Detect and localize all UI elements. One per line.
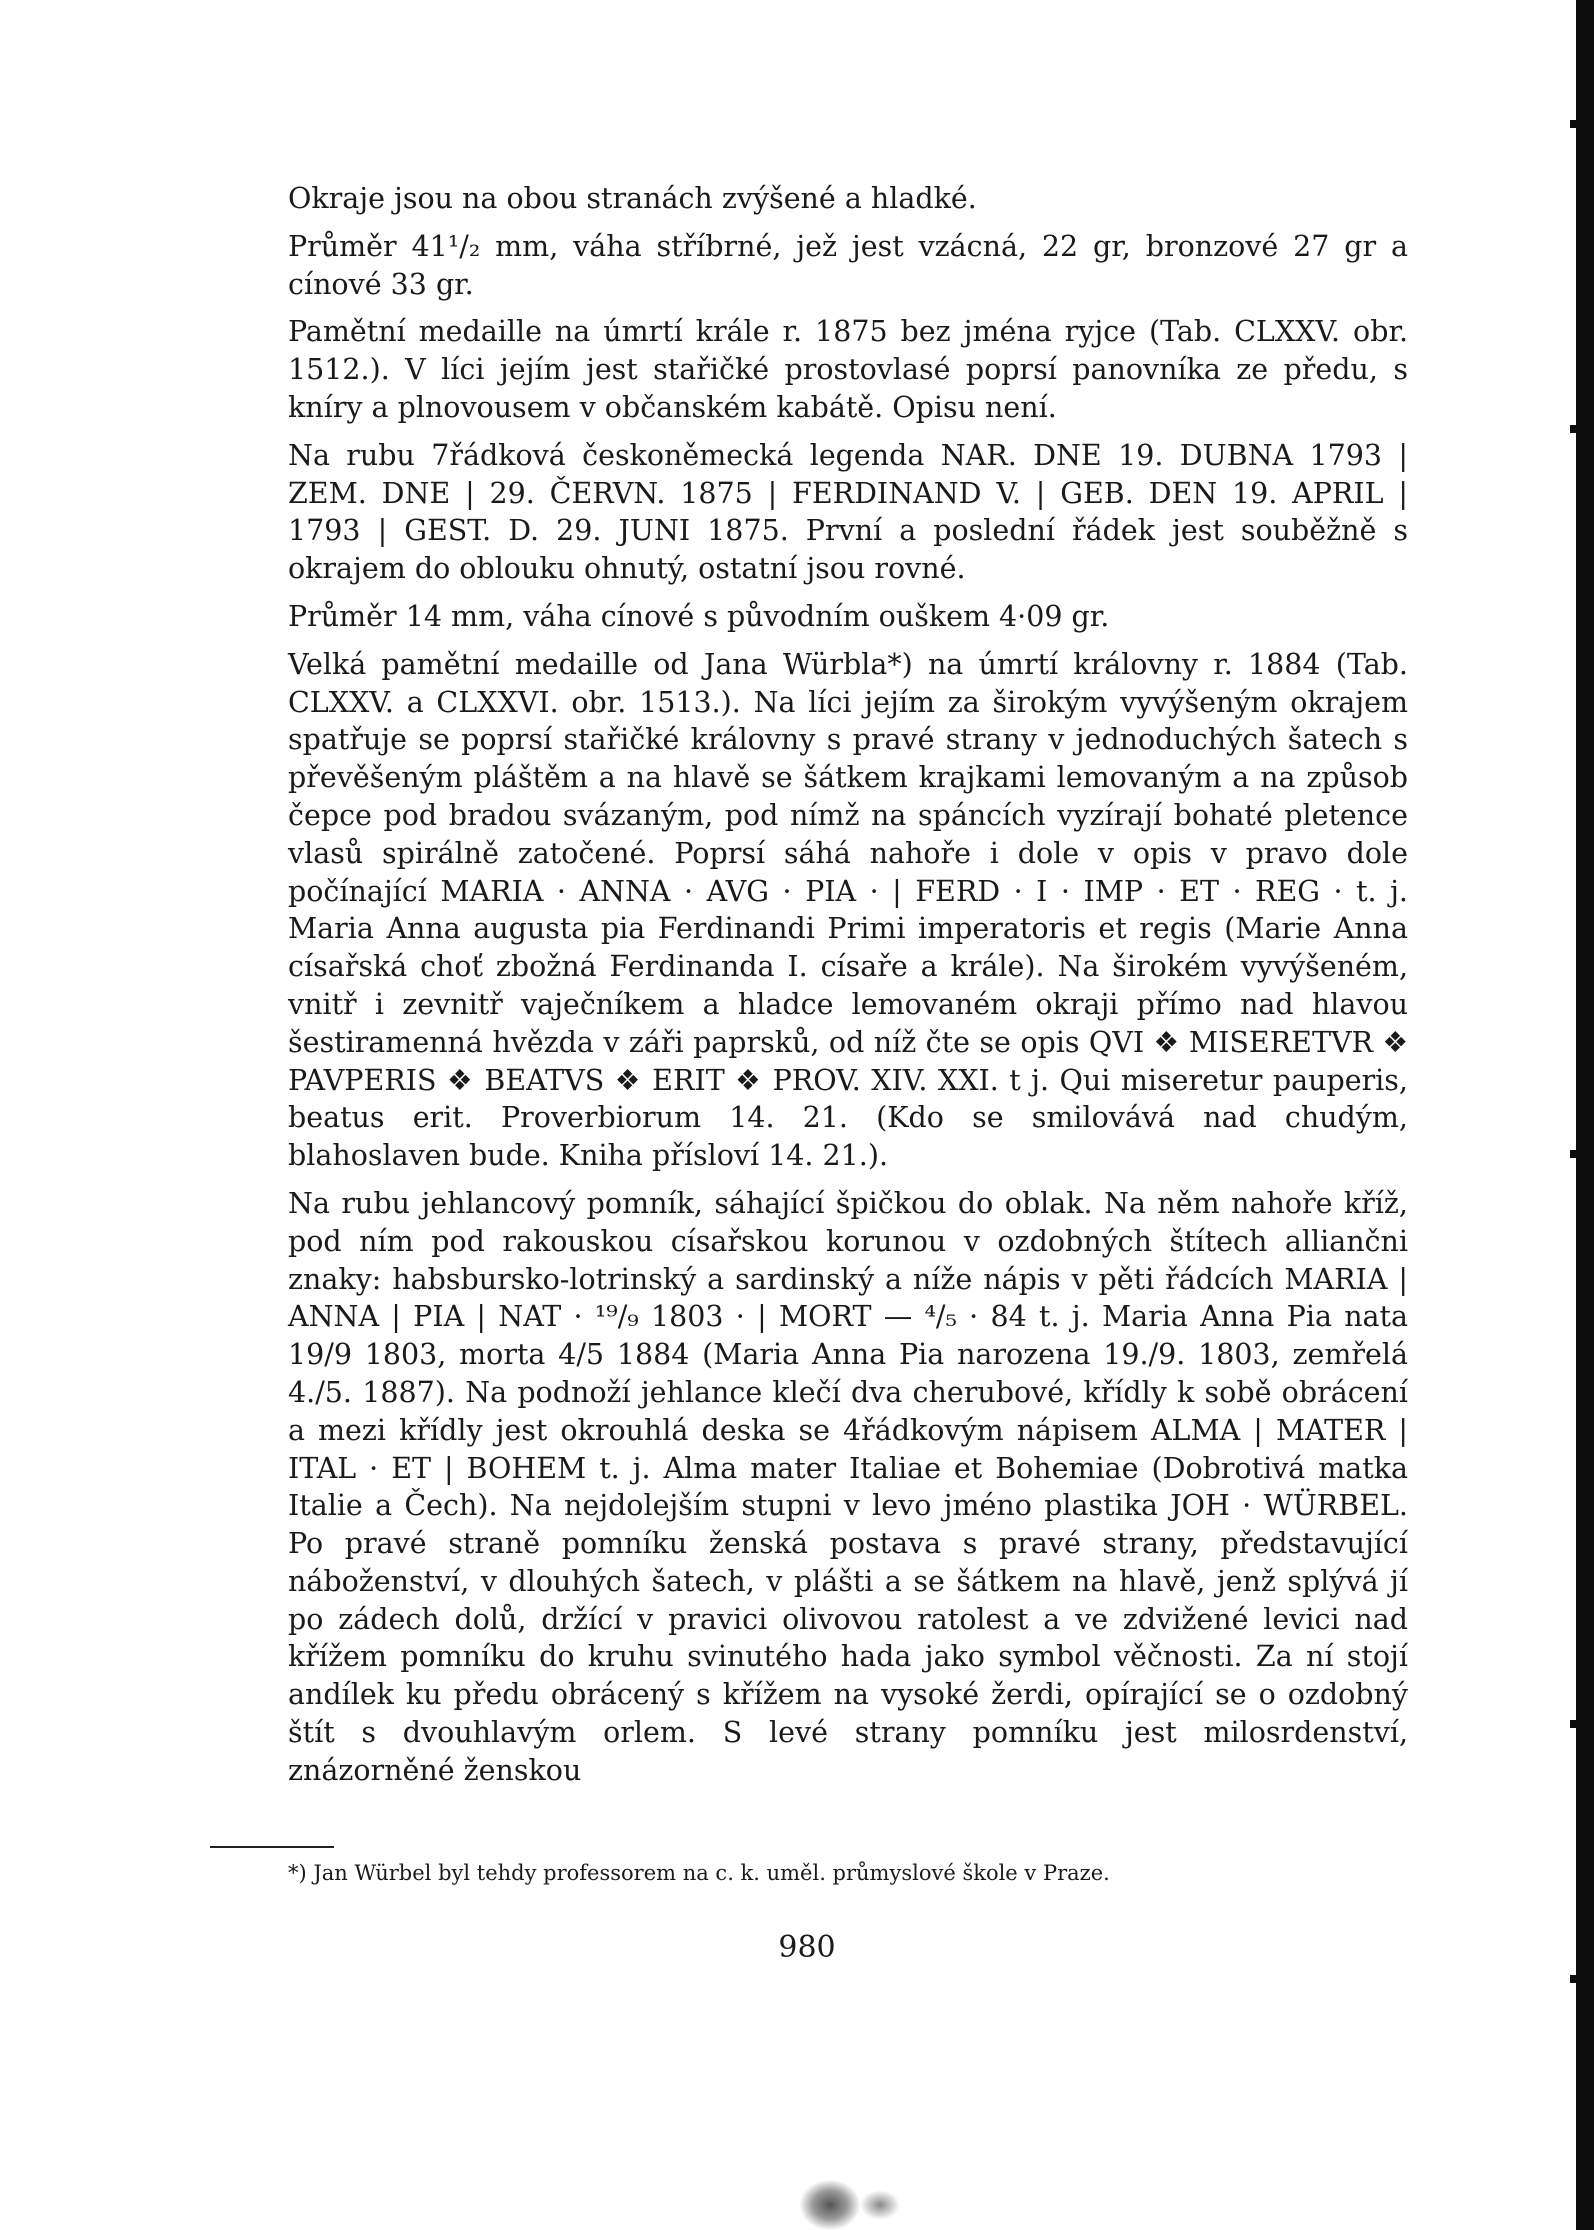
page-edge-shadow	[1576, 0, 1594, 2230]
body-text	[288, 180, 1408, 1800]
edge-notch	[1570, 425, 1580, 433]
edge-notch	[1570, 120, 1580, 128]
edge-notch	[1570, 1150, 1580, 1158]
footnote-divider	[210, 1846, 334, 1848]
paragraph-edges: Okraje jsou na obou stranách zvýšené a hladké.	[288, 182, 977, 215]
paragraph-reverse-legend: Na rubu 7řádková českoněmecká legenda NAR. DNE 19. DUBNA 1793 | ZEM. DNE | 29. ČERVN. 1875 | FERDINAND V. | GEB. DEN 19. APRIL | 1793 | GEST. D. 29. JUNI 1875. První a poslední řádek jest souběžně s okrajem do oblouku ohnutý, ostatní jsou rovné.	[288, 438, 1408, 586]
paragraph-reverse-monument: Na rubu jehlancový pomník, sáhající špičkou do oblak. Na něm nahoře kříž, pod ním pod rakouskou císařskou korunou v ozdobných štítech alliančni znaky: habsbursko-lotrinský a sardinský a níže nápis v pěti řádcích MARIA | ANNA | PIA | NAT · ¹⁹/₉ 1803 · | MORT — ⁴/₅ · 84 t. j. Maria Anna Pia nata 19/9 1803, morta 4/5 1884 (Maria Anna Pia narozena 19./9. 1803, zemřelá 4./5. 1887). Na podnoží jehlance klečí dva cherubové, křídly k sobě obrácení a mezi křídly jest okrouhlá deska se 4řádkovým nápisem ALMA | MATER | ITAL · ET | BOHEM t. j. Alma mater Italiae et Bohemiae (Dobrotivá matka Italie a Čech). Na nejdolejším stupni v levo jméno plastika JOH · WÜRBEL. Po pravé straně pomníku ženská postava s pravé strany, představující náboženství, v dlouhých šatech, v plášti a se šátkem na hlavě, jenž splývá jí po zádech dolů, držící v pravici olivovou ratolest a ve zdvižené levici nad křížem pomníku do kruhu svinutého hada jako symbol věčnosti. Za ní stojí andílek ku předu obrácený s křížem na vysoké žerdi, opírající se o ozdobný štít s dvouhlavým orlem. S levé strany pomníku jest milosrdenství, znázorněné ženskou	[288, 1186, 1408, 1787]
paragraph-memorial-medal-king: Pamětní medaille na úmrtí krále r. 1875 bez jména ryjce (Tab. CLXXV. obr. 1512.). V líci jejím jest stařičké prostovlasé poprsí panovníka ze předu, s kníry a plnovousem v občanském kabátě. Opisu není.	[288, 315, 1408, 424]
paragraph-diameter-2: Průměr 14 mm, váha cínové s původním ouškem 4·09 gr.	[288, 599, 1110, 633]
page-number: 980	[778, 1930, 836, 1965]
footnote: *) Jan Würbel byl tehdy professorem na c. k. uměl. průmyslové škole v Praze.	[288, 1861, 1110, 1885]
paragraph-large-medal-queen: Velká pamětní medaille od Jana Würbla*) na úmrtí královny r. 1884 (Tab. CLXXV. a CLXXVI. obr. 1513.). Na líci jejím za širokým vyvýšeným okrajem spatřuje se poprsí stařičké královny s pravé strany v jednoduchých šatech s převěšeným pláštěm a na hlavě se šátkem krajkami lemovaným a na způsob čepce pod bradou svázaným, pod nímž na spáncích vyzírají bohaté pletence vlasů spirálně zatočené. Poprsí sáhá nahoře i dole v opis v pravo dole počínající MARIA · ANNA · AVG · PIA · | FERD · I · IMP · ET · REG · t. j. Maria Anna augusta pia Ferdinandi Primi imperatoris et regis (Marie Anna císařská choť zbožná Ferdinanda I. císaře a krále). Na širokém vyvýšeném, vnitř i zevnitř vaječníkem a hladce lemovaném okraji přímo nad hlavou šestiramenná hvězda v záři paprsků, od níž čte se opis QVI ❖ MISERETVR ❖ PAVPERIS ❖ BEATVS ❖ ERIT ❖ PROV. XIV. XXI. t j. Qui miseretur pauperis, beatus erit. Proverbiorum 14. 21. (Kdo se smilovává nad chudým, blahoslaven bude. Kniha přísloví 14. 21.).	[288, 647, 1408, 1173]
scan-smudge	[860, 2190, 900, 2220]
scan-smudge	[800, 2180, 860, 2230]
paragraph-diameter-1: Průměr 41¹/₂ mm, váha stříbrné, jež jest vzácná, 22 gr, bronzové 27 gr a cínové 33 gr.	[288, 229, 1408, 301]
edge-notch	[1570, 1975, 1580, 1983]
edge-notch	[1570, 1720, 1580, 1728]
